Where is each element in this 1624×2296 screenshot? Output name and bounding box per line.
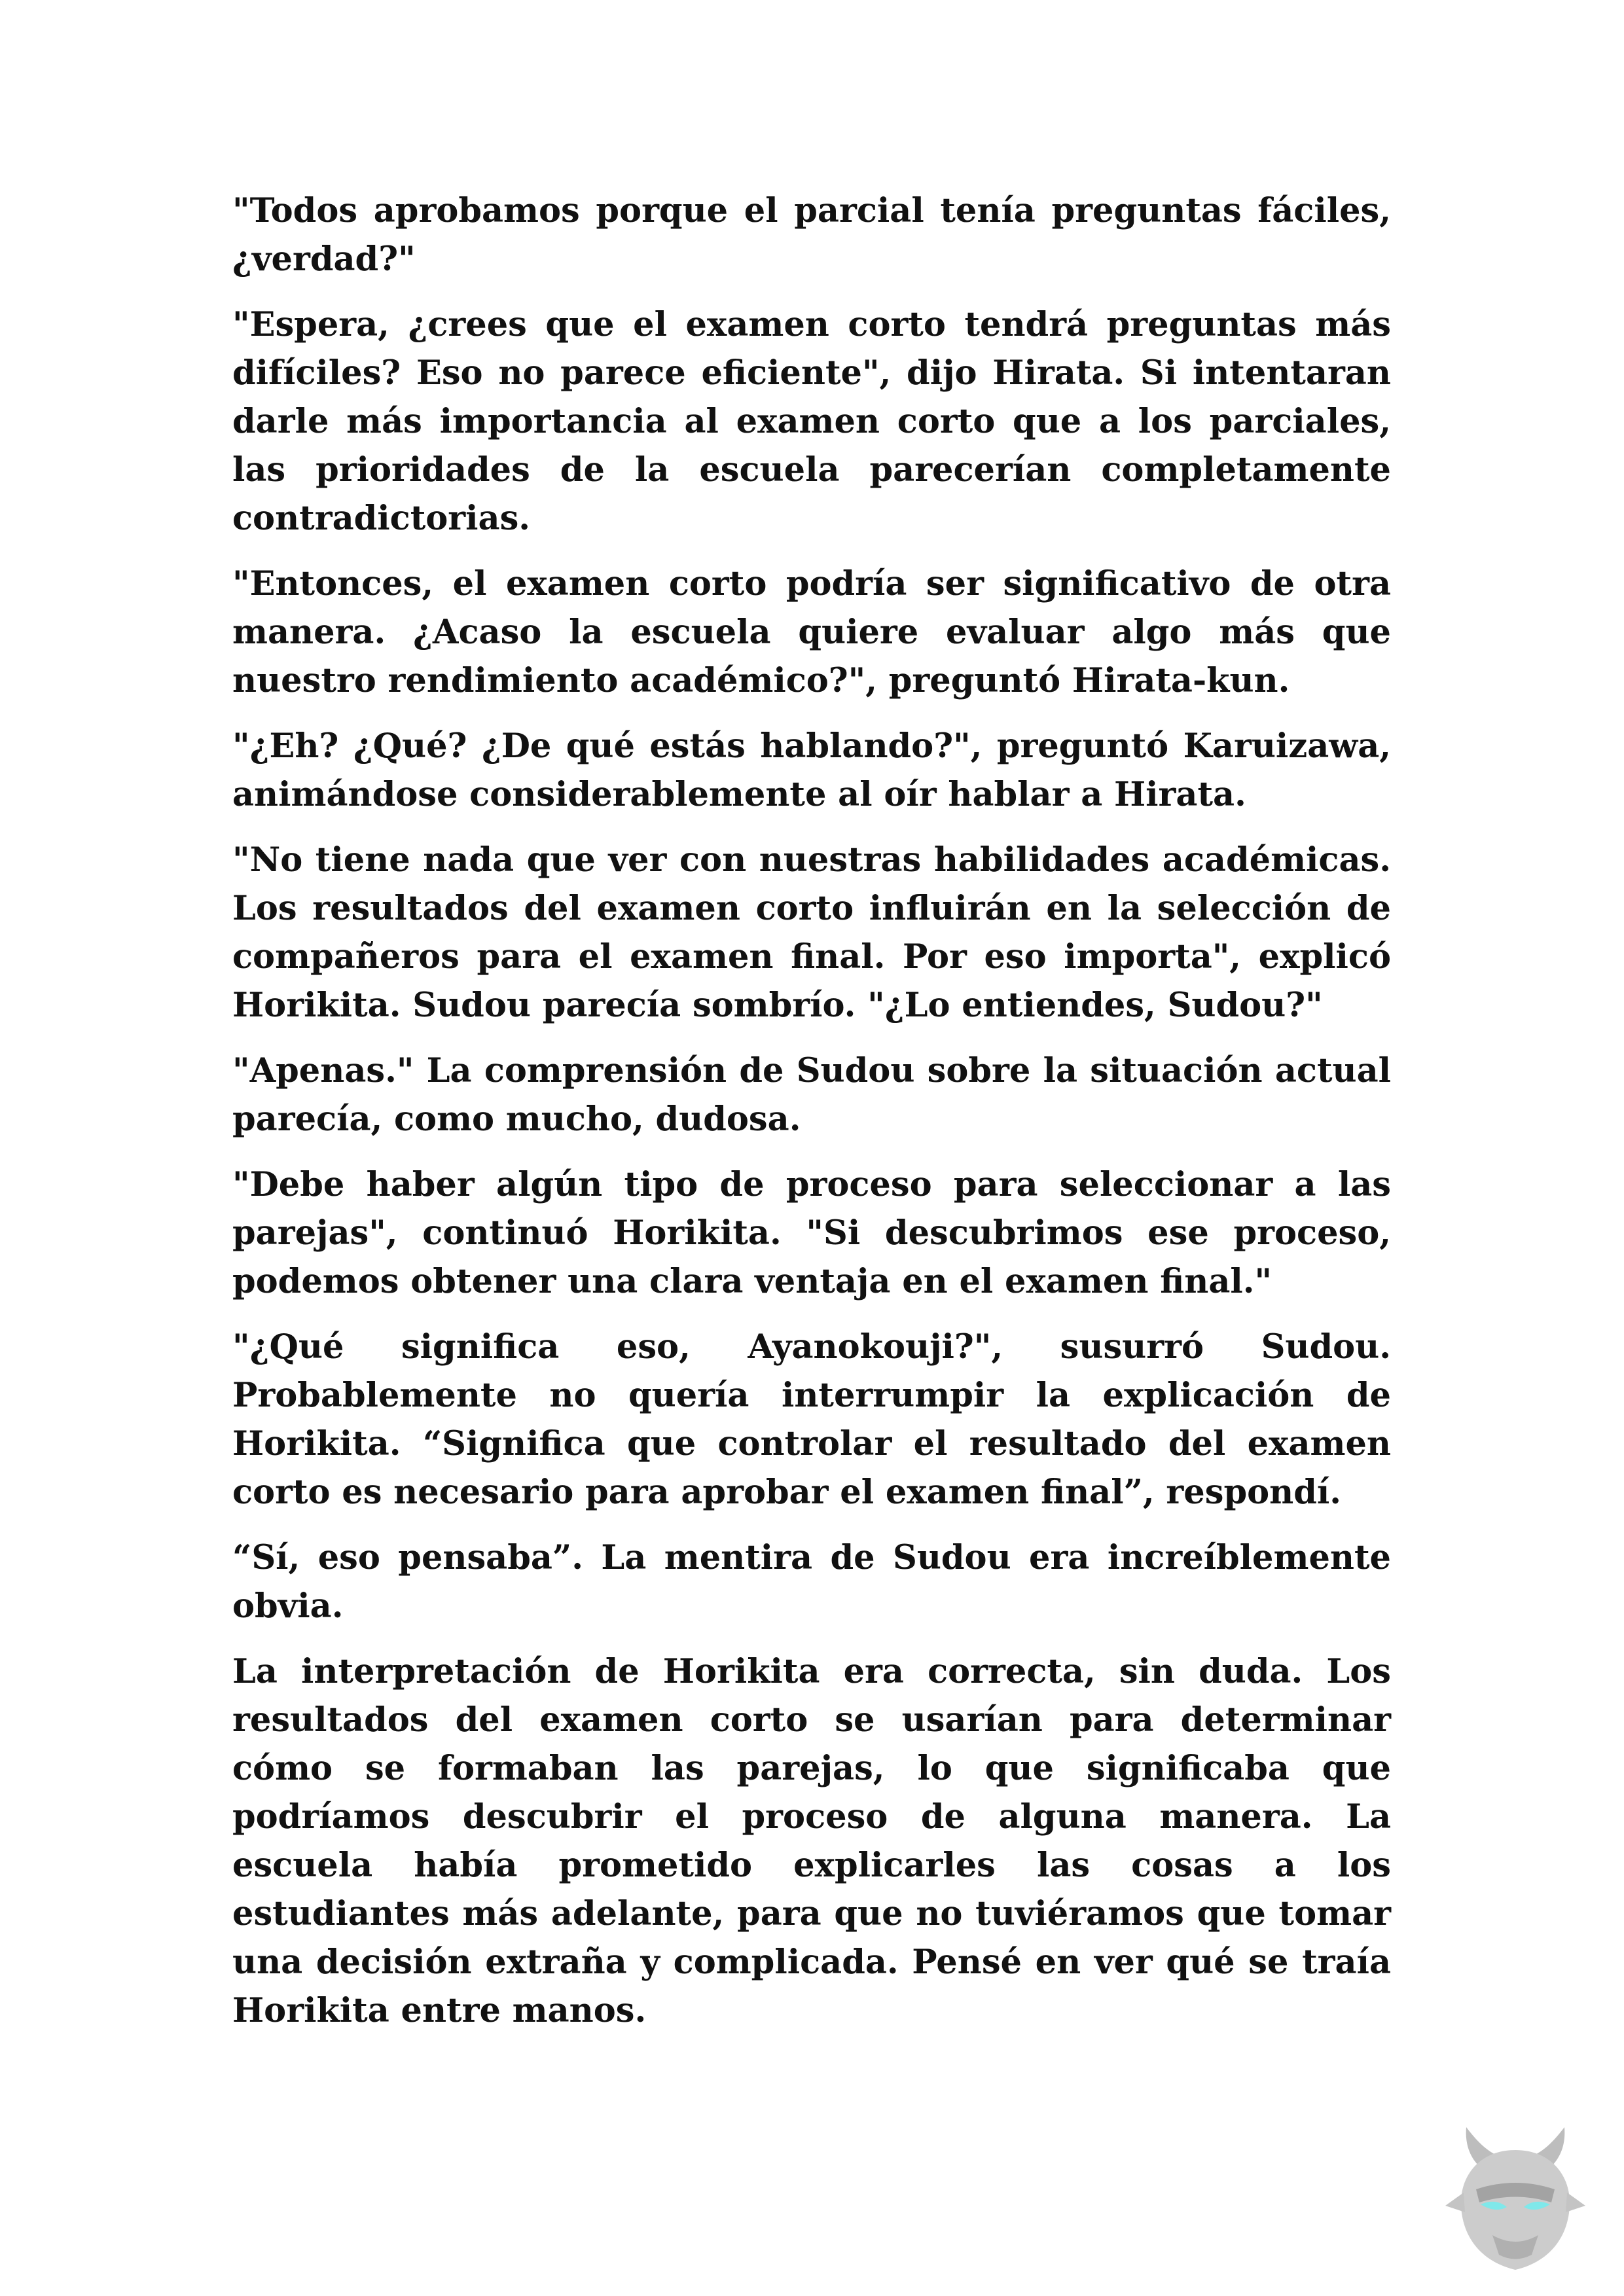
demon-mask-icon xyxy=(1440,2114,1591,2274)
paragraph-2: "Espera, ¿crees que el examen corto tendrá preguntas más difíciles? Eso no parece eficiente", dijo Hirata. Si intentaran darle más importancia al examen corto que a los parciales, las prioridades de la escuela parecerían completamente contradictorias. xyxy=(232,305,1391,538)
paragraph-9: “Sí, eso pensaba”. La mentira de Sudou era increíblemente obvia. xyxy=(232,1538,1391,1626)
paragraph-8: "¿Qué significa eso, Ayanokouji?", susurró Sudou. Probablemente no quería interrumpir la explicación de Horikita. “Significa que controlar el resultado del examen corto es necesario para aprobar el examen final”, respondí. xyxy=(232,1327,1391,1512)
right-spike xyxy=(1566,2193,1585,2212)
left-spike xyxy=(1445,2193,1465,2212)
paragraph-3: "Entonces, el examen corto podría ser significativo de otra manera. ¿Acaso la escuela quiere evaluar algo más que nuestro rendimiento académico?", preguntó Hirata-kun. xyxy=(232,564,1391,700)
document-body xyxy=(232,187,1391,2052)
paragraph-6: "Apenas." La comprensión de Sudou sobre la situación actual parecía, como mucho, dudosa. xyxy=(232,1051,1391,1139)
paragraph-1: "Todos aprobamos porque el parcial tenía preguntas fáciles, ¿verdad?" xyxy=(232,191,1391,279)
paragraph-4: "¿Eh? ¿Qué? ¿De qué estás hablando?", preguntó Karuizawa, animándose considerablemente al oír hablar a Hirata. xyxy=(232,726,1391,814)
paragraph-5: "No tiene nada que ver con nuestras habilidades académicas. Los resultados del examen corto influirán en la selección de compañeros para el examen final. Por eso importa", explicó Horikita. Sudou parecía sombrío. "¿Lo entiendes, Sudou?" xyxy=(232,840,1391,1025)
paragraph-7: "Debe haber algún tipo de proceso para seleccionar a las parejas", continuó Horikita. "Si descubrimos ese proceso, podemos obtener una clara ventaja en el examen final." xyxy=(232,1165,1391,1301)
paragraph-10: La interpretación de Horikita era correcta, sin duda. Los resultados del examen corto se usarían para determinar cómo se formaban las parejas, lo que significaba que podríamos descubrir el proceso de alguna manera. La escuela había prometido explicarles las cosas a los estudiantes más adelante, para que no tuviéramos que tomar una decisión extraña y complicada. Pensé en ver qué se traía Horikita entre manos. xyxy=(232,1652,1391,2030)
